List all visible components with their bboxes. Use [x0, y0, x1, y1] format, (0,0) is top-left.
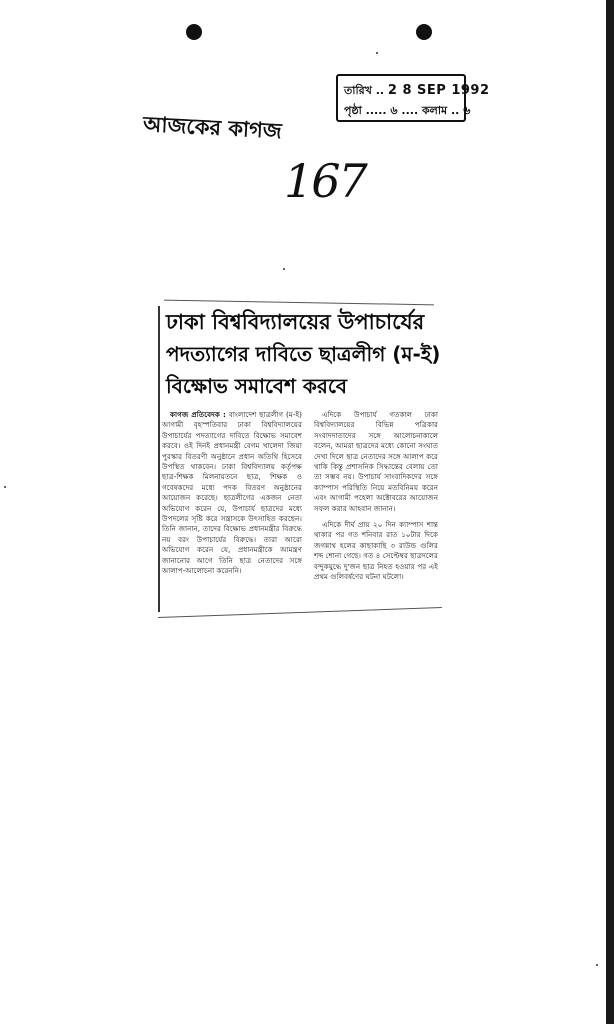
stamp-column-value: ৬	[463, 104, 471, 117]
punch-hole-left	[186, 24, 202, 40]
handwritten-number: 167	[284, 154, 366, 208]
date-stamp	[336, 74, 490, 122]
newspaper-clipping	[158, 300, 442, 618]
article-paragraph	[162, 410, 302, 577]
stamp-date-value: 2 8 SEP 1992	[387, 83, 490, 98]
stamp-page-label: পৃষ্ঠা	[344, 104, 362, 117]
article-column-left	[162, 410, 302, 583]
headline-line-1: ঢাকা বিশ্ববিদ্যালয়ের উপাচার্যের	[166, 310, 425, 334]
article-headline	[166, 306, 441, 402]
clipping-border	[158, 306, 160, 612]
right-column-paragraph-1: এদিকে উপাচার্য গতকাল ঢাকা বিশ্ববিদ্যালয়ের বিভিন্ন পত্রিকার সংবাদদাতাদের সঙ্গে আলোচনাকালে বলেন, আমরা ছাত্রদের মধ্যে কোনো সংঘাত দেখা দিলে ছাত্র নেতাদের সঙ্গে আলাপ করে থাকি কিন্তু প্রশাসনিক সিদ্ধান্তের বেলায় তো তা সম্ভব নয়। উপাচার্য সাংবাদিকদের সঙ্গে ক্যাম্পাস পরিস্থিতি নিয়ে মতবিনিময় করেন এবং আগামী পহেলা অক্টোবরের আয়োজন সফল করার আহবান জানান।	[314, 410, 438, 513]
punch-hole-right	[416, 24, 432, 40]
stamp-date-row: তারিখ .. 2 8 SEP 1992	[344, 83, 490, 98]
newspaper-masthead: আজকের কাগজ	[142, 110, 283, 144]
article-byline: কাগজ প্রতিবেদক :	[170, 410, 226, 419]
clipping-top-edge	[164, 300, 434, 306]
stamp-column-label: কলাম	[421, 104, 448, 117]
clipping-bottom-edge	[158, 607, 442, 618]
scan-speck	[376, 52, 378, 54]
stamp-page-value: ৬	[390, 104, 398, 117]
scan-speck	[596, 964, 598, 966]
stamp-page-row: পৃষ্ঠা ..... ৬ .... কলাম .. ৬	[344, 104, 471, 117]
article-column-right	[314, 410, 438, 589]
right-column-paragraph-2: এদিকে দীর্ঘ প্রায় ২০ দিন ক্যাম্পাস শান্ত থাকার পর গত শনিবার রাত ১০টার দিকে জগন্নাথ হলের কাছাকাছি ৩ রাউন্ড গুলির শব্দ শোনা গেছে। গত ৪ সেপ্টেম্বর ছাত্রদলের বন্দুকযুদ্ধে দু'জন ছাত্র নিহত হওয়ার পর এই প্রথম গুলিবর্ষণের ঘটনা ঘটলো।	[314, 520, 438, 582]
stamp-date-label: তারিখ	[344, 84, 372, 97]
scan-speck	[4, 486, 6, 488]
scan-speck	[283, 268, 285, 270]
headline-line-3: বিক্ষোভ সমাবেশ করবে	[166, 374, 348, 398]
left-column-text: বাংলাদেশ ছাত্রলীগ (ম-ই) আগামী বৃহস্পতিবার ঢাকা বিশ্ববিদ্যালয়ের উপাচার্যের পদত্যাগের দাবিতে বিক্ষোভ সমাবেশ করবে। ওই দিনই প্রধানমন্ত্রী বেগম খালেদা জিয়া পুরস্কার বিতরণী অনুষ্ঠানে প্রধান অতিথি হিসেবে উপস্থিত থাকবেন। ঢাকা বিশ্ববিদ্যালয় কর্তৃপক্ষ ছাত্র-শিক্ষক মিলনায়তনে ছাত্র, শিক্ষক ও গবেষকদের মধ্যে পদক বিতরণ অনুষ্ঠানের আয়োজন করেছে। ছাত্রলীগের একজন নেতা অভিযোগ করেন যে, উপাচার্য ছাত্রদের মধ্যে উপদলের সৃষ্টি করে সন্ত্রাসকে উৎসাহিত করছেন। তিনি জানান, তাদের বিক্ষোভ প্রধানমন্ত্রীর বিরুদ্ধে নয় বরং উপাচার্যের বিরুদ্ধে। তারা আরো অভিযোগ করেন যে, প্রধানমন্ত্রীকে আমন্ত্রণ জানানোর আগে তিনি ছাত্র নেতাদের সঙ্গে আলাপ-আলোচনা করেননি।	[162, 410, 302, 576]
scan-edge	[606, 0, 614, 1024]
headline-line-2: পদত্যাগের দাবিতে ছাত্রলীগ (ম-ই)	[166, 342, 441, 366]
